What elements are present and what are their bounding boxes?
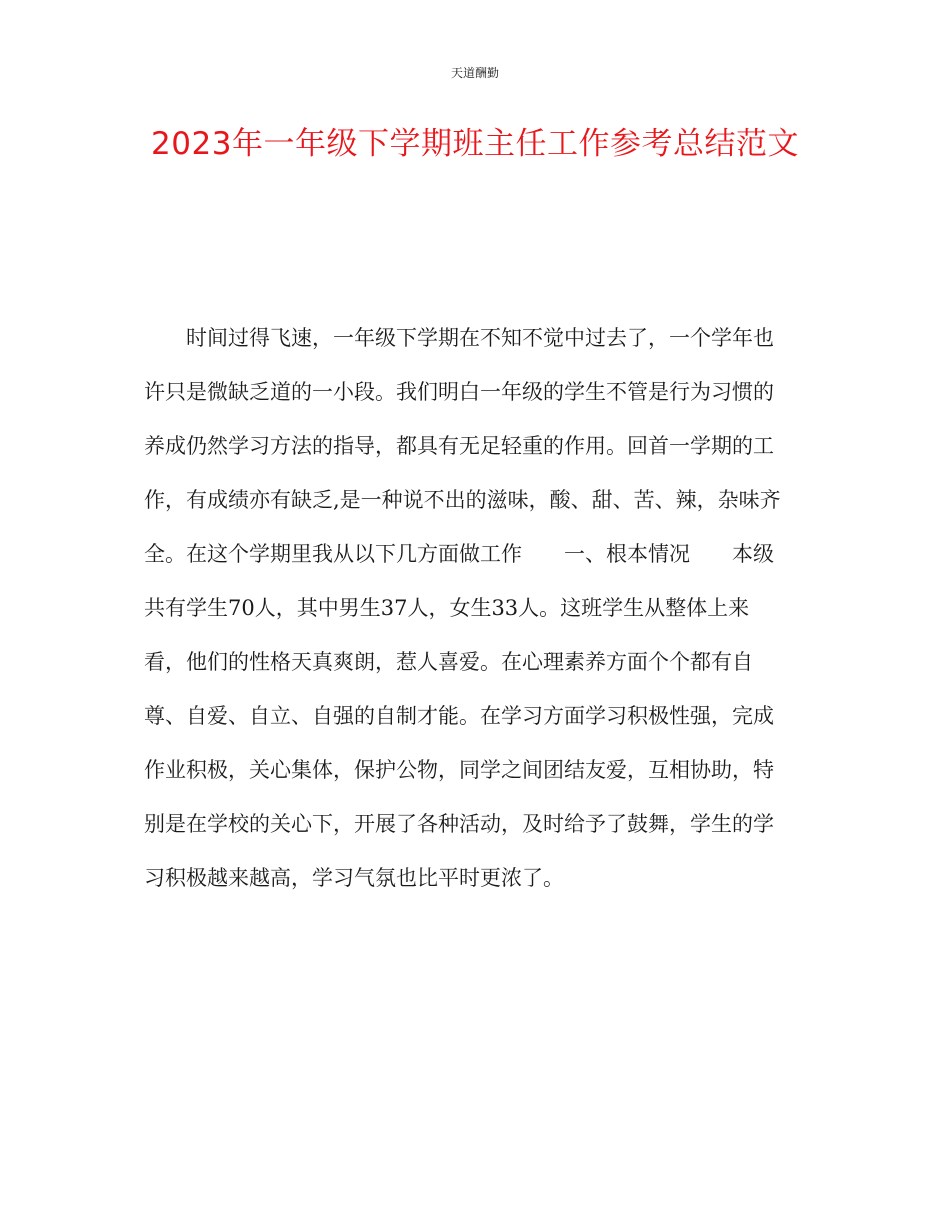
page-header: 天道酬勤 [450, 66, 499, 80]
document-title: 2023年一年级下学期班主任工作参考总结范文 [151, 126, 799, 162]
body-line: 作，有成绩亦有缺乏,是一种说不出的滋味，酸、甜、苦、辣，杂味齐 [144, 488, 781, 512]
body-line: 许只是微缺乏道的一小段。我们明白一年级的学生不管是行为习惯的 [144, 380, 774, 404]
body-line: 作业积极，关心集体，保护公物，同学之间团结友爱，互相协助，特 [144, 758, 774, 782]
body-line: 时间过得飞速，一年级下学期在不知不觉中过去了，一个学年也 [186, 326, 774, 350]
body-line: 别是在学校的关心下，开展了各种活动，及时给予了鼓舞，学生的学 [144, 812, 774, 836]
body-line: 共有学生70人，其中男生37人，女生33人。这班学生从整体上来 [144, 596, 750, 620]
document-body [144, 316, 808, 910]
body-line: 看，他们的性格天真爽朗，惹人喜爱。在心理素养方面个个都有自 [144, 650, 753, 674]
body-line: 尊、自爱、自立、自强的自制才能。在学习方面学习积极性强，完成 [144, 704, 774, 728]
body-line: 习积极越来越高，学习气氛也比平时更浓了。 [144, 866, 564, 890]
body-line: 养成仍然学习方法的指导，都具有无足轻重的作用。回首一学期的工 [144, 434, 774, 458]
body-line: 全。在这个学期里我从以下几方面做工作 一、根本情况 本级 [144, 542, 774, 566]
